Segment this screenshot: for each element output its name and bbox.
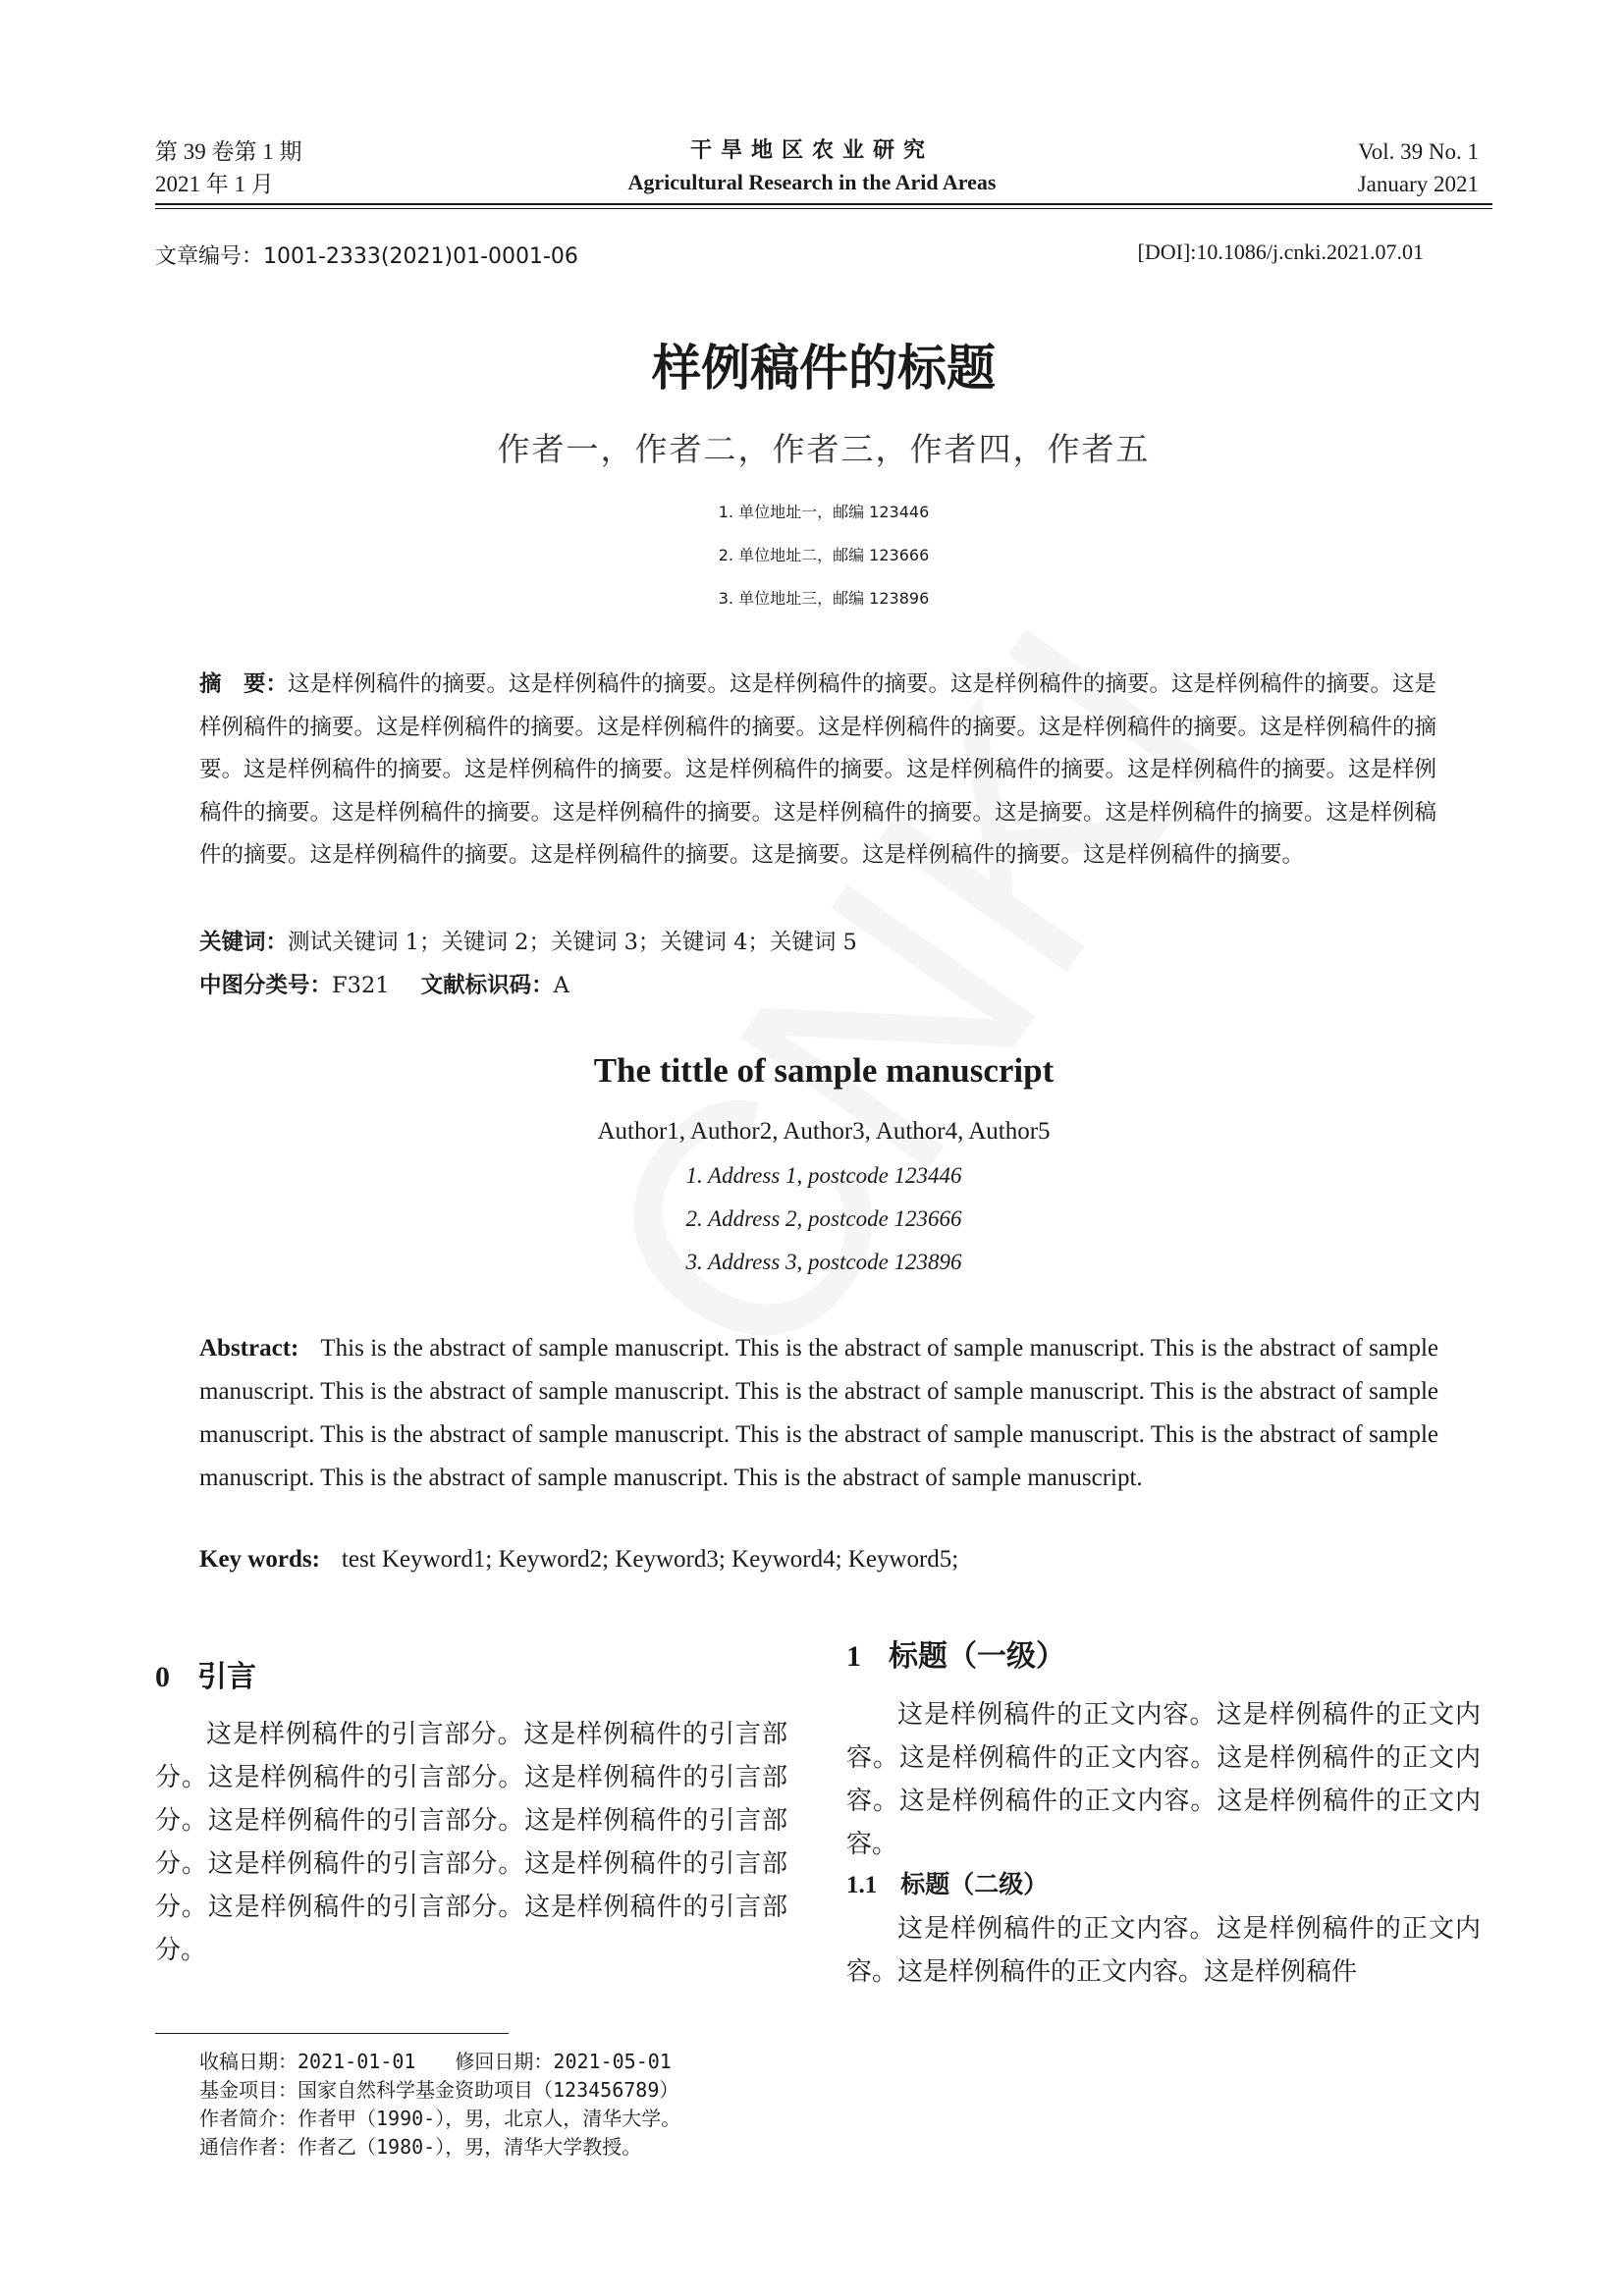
footnote-bio: 作者简介：作者甲（1990-），男，北京人，清华大学。 [199, 2107, 681, 2130]
keywords-en [199, 1546, 1438, 1574]
article-id: 文章编号：1001-2333(2021)01-0001-06 [155, 244, 578, 269]
section-1-1-body: 这是样例稿件的正文内容。这是样例稿件的正文内容。这是样例稿件的正文内容。这是样例稿件 [846, 1914, 1481, 1987]
footnote-corresponding: 通信作者：作者乙（1980-），男，清华大学教授。 [199, 2135, 642, 2159]
affiliation-cn-3: 3. 单位地址三，邮编 123896 [718, 589, 930, 608]
keywords-cn-label: 关键词： [199, 930, 289, 955]
section-0-heading [155, 1652, 793, 1695]
journal-name-cn: 干旱地区农业研究 [689, 138, 934, 163]
keywords-en-text: test Keyword1; Keyword2; Keyword3; Keyword4; Keyword5; [341, 1546, 959, 1573]
title-cn: 样例稿件的标题 [652, 340, 996, 397]
clc-value: F321 [332, 973, 390, 998]
section-0-body: 这是样例稿件的引言部分。这是样例稿件的引言部分。这是样例稿件的引言部分。这是样例稿件的引言部分。这是样例稿件的引言部分。这是样例稿件的引言部分。这是样例稿件的引言部分。这是样例稿件的引言部分。这是样例稿件的引言部分。这是样例稿件的引言部分。 [155, 1720, 787, 1965]
section-1-1-number: 1.1 [846, 1872, 878, 1898]
footnote-dates [199, 2048, 887, 2076]
footnote-received: 收稿日期：2021-01-01 [199, 2050, 416, 2073]
header-date-en: January 2021 [1357, 172, 1479, 196]
header-volume-cn: 第 39 卷第 1 期 [155, 139, 302, 164]
header-right [1080, 135, 1479, 200]
section-0-number: 0 [155, 1661, 170, 1693]
header-date-cn: 2021 年 1 月 [155, 172, 274, 196]
journal-name-en: Agricultural Research in the Arid Areas [627, 170, 997, 194]
authors-cn: 作者一，作者二，作者三，作者四，作者五 [497, 430, 1151, 468]
footnote-rule [155, 2033, 509, 2034]
doi: [DOI]:10.1086/j.cnki.2021.07.01 [1137, 240, 1424, 264]
keywords-cn [199, 921, 1438, 964]
header-volume-en: Vol. 39 No. 1 [1358, 139, 1479, 164]
abstract-cn-text: 这是样例稿件的摘要。这是样例稿件的摘要。这是样例稿件的摘要。这是样例稿件的摘要。这是样例稿件的摘要。这是样例稿件的摘要。这是样例稿件的摘要。这是样例稿件的摘要。这是样例稿件的摘要。这是样例稿件的摘要。这是样例稿件的摘要。这是样例稿件的摘要。这是样例稿件的摘要。这是样例稿件的摘要。这是样例稿件的摘要。这是样例稿件的摘要。这是样例稿件的摘要。这是样例稿件的摘要。这是样例稿件的摘要。这是样例稿件的摘要。这是摘要。这是样例稿件的摘要。这是样例稿件的摘要。这是样例稿件的摘要。这是样例稿件的摘要。这是摘要。这是样例稿件的摘要。这是样例稿件的摘要。 [199, 671, 1437, 868]
section-1-title: 标题（一级） [889, 1639, 1065, 1674]
header-journal [517, 135, 1107, 198]
affiliation-cn-2: 2. 单位地址二，邮编 123666 [718, 546, 930, 564]
abstract-en-text: This is the abstract of sample manuscript. This is the abstract of sample manuscript. This is the abstract of sample manuscript. This is the abstract of sample manuscript. This is the abstract of sample manuscript. This is the abstract of sample manuscript. This is the abstract of sample manuscript. This is the abstract of sample manuscript. This is the abstract of sample manuscript. This is the abstract of sample manuscript. This is the abstract of sample manuscript. [199, 1335, 1438, 1491]
section-1-heading [846, 1631, 1485, 1675]
footnote-fund: 基金项目：国家自然科学基金资助项目（123456789） [199, 2078, 679, 2102]
section-1-1-heading [846, 1865, 1485, 1900]
footnotes [199, 2048, 887, 2162]
header-rule-thick [155, 203, 1492, 205]
affiliation-en-2: 2. Address 2, postcode 123666 [685, 1206, 962, 1231]
section-1-body: 这是样例稿件的正文内容。这是样例稿件的正文内容。这是样例稿件的正文内容。这是样例稿件的正文内容。这是样例稿件的正文内容。这是样例稿件的正文内容。 [846, 1700, 1481, 1859]
title-en: The tittle of sample manuscript [593, 1051, 1055, 1090]
header-left [155, 135, 548, 200]
authors-en: Author1, Author2, Author3, Author4, Author5 [597, 1118, 1051, 1145]
keywords-en-label: Key words: [199, 1546, 320, 1573]
abstract-cn-label: 摘 要： [199, 671, 289, 697]
keywords-cn-text: 测试关键词 1；关键词 2；关键词 3；关键词 4；关键词 5 [288, 930, 857, 955]
clc-label: 中图分类号： [199, 973, 333, 998]
affiliation-en-3: 3. Address 3, postcode 123896 [685, 1250, 962, 1274]
abstract-en-label: Abstract: [199, 1335, 299, 1362]
header-rule-thin [155, 208, 1492, 209]
classification [199, 964, 1438, 1007]
affiliation-cn-1: 1. 单位地址一，邮编 123446 [718, 503, 930, 521]
affiliation-en-1: 1. Address 1, postcode 123446 [685, 1163, 962, 1188]
affiliations-cn [155, 491, 1492, 620]
doc-code-value: A [553, 973, 569, 998]
doc-code-label: 文献标识码： [420, 973, 554, 998]
abstract-cn [199, 664, 1438, 878]
section-1-1-title: 标题（二级） [900, 1870, 1049, 1898]
abstract-en [199, 1327, 1438, 1500]
section-1-number: 1 [846, 1640, 861, 1673]
footnote-revised: 修回日期：2021-05-01 [455, 2050, 672, 2073]
section-0-title: 引言 [197, 1660, 256, 1694]
affiliations-en [155, 1154, 1492, 1284]
